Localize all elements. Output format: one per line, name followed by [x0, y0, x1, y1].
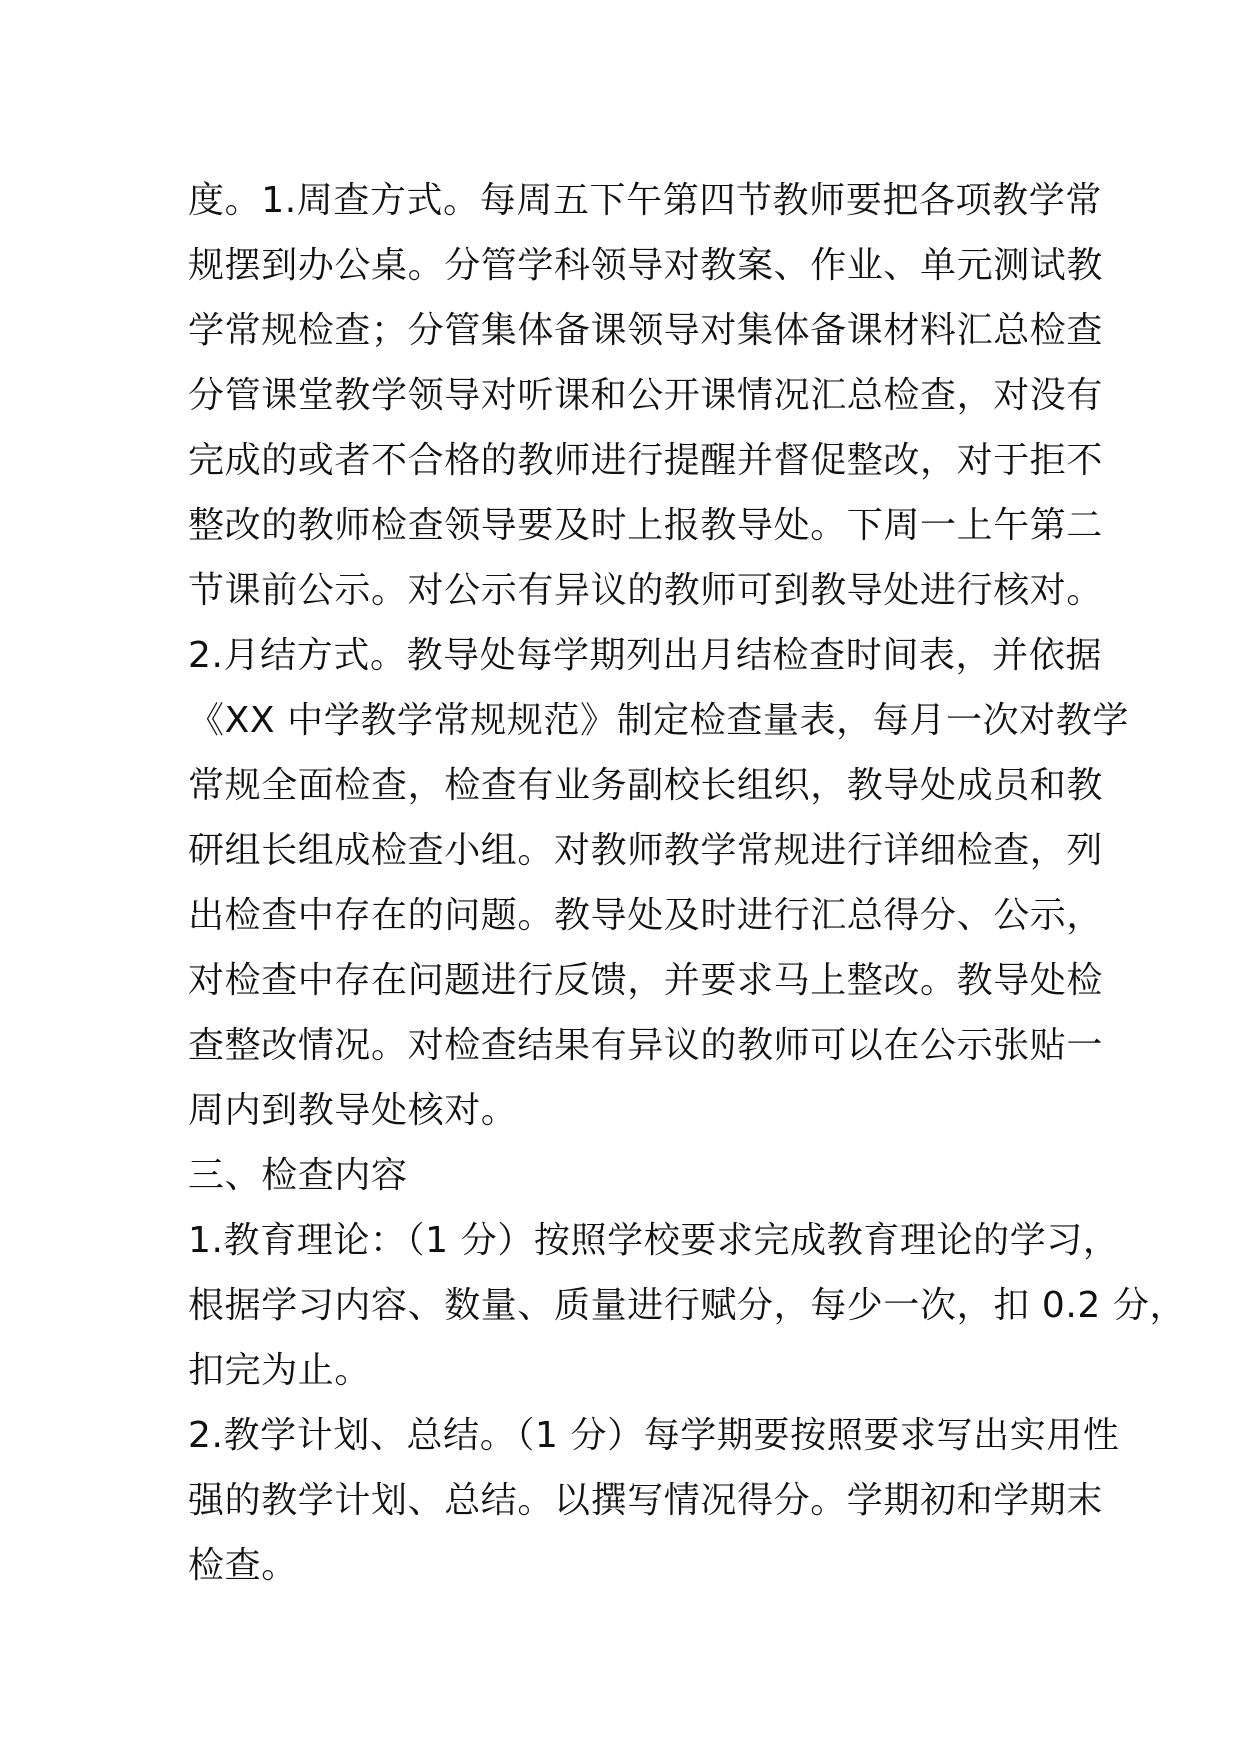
text-line: 扣完为止。 [188, 1350, 372, 1391]
text-line: 查整改情况。对检查结果有异议的教师可以在公示张贴一 [188, 1025, 1104, 1066]
text-line: 分管课堂教学领导对听课和公开课情况汇总检查，对没有 [188, 375, 1104, 416]
text-line: 2.教学计划、总结。（1 分）每学期要按照要求写出实用性 [188, 1415, 1120, 1456]
document-body [188, 168, 1187, 1598]
section-heading: 三、检查内容 [188, 1155, 408, 1196]
text-line: 整改的教师检查领导要及时上报教导处。下周一上午第二 [188, 505, 1104, 546]
text-line: 检查。 [188, 1545, 298, 1586]
text-line: 周内到教导处核对。 [188, 1090, 518, 1131]
text-line: 常规全面检查，检查有业务副校长组织，教导处成员和教 [188, 765, 1104, 806]
text-line: 出检查中存在的问题。教导处及时进行汇总得分、公示， [188, 895, 1104, 936]
text-line: 规摆到办公桌。分管学科领导对教案、作业、单元测试教 [188, 245, 1104, 286]
text-line: 2.月结方式。教导处每学期列出月结检查时间表，并依据 [188, 635, 1102, 676]
text-line: 根据学习内容、数量、质量进行赋分，每少一次，扣 0.2 分， [188, 1285, 1187, 1326]
text-line: 学常规检查；分管集体备课领导对集体备课材料汇总检查 [188, 310, 1104, 351]
text-line: 研组长组成检查小组。对教师教学常规进行详细检查，列 [188, 830, 1104, 871]
text-line: 节课前公示。对公示有异议的教师可到教导处进行核对。 [188, 570, 1104, 611]
text-line: 《XX 中学教学常规规范》制定检查量表，每月一次对教学 [188, 700, 1129, 741]
text-line: 完成的或者不合格的教师进行提醒并督促整改，对于拒不 [188, 440, 1104, 481]
text-line: 1.教育理论：（1 分）按照学校要求完成教育理论的学习， [188, 1220, 1120, 1261]
text-line: 强的教学计划、总结。以撰写情况得分。学期初和学期末 [188, 1480, 1104, 1521]
text-line: 对检查中存在问题进行反馈，并要求马上整改。教导处检 [188, 960, 1104, 1001]
text-line: 度。1.周查方式。每周五下午第四节教师要把各项教学常 [188, 180, 1102, 221]
